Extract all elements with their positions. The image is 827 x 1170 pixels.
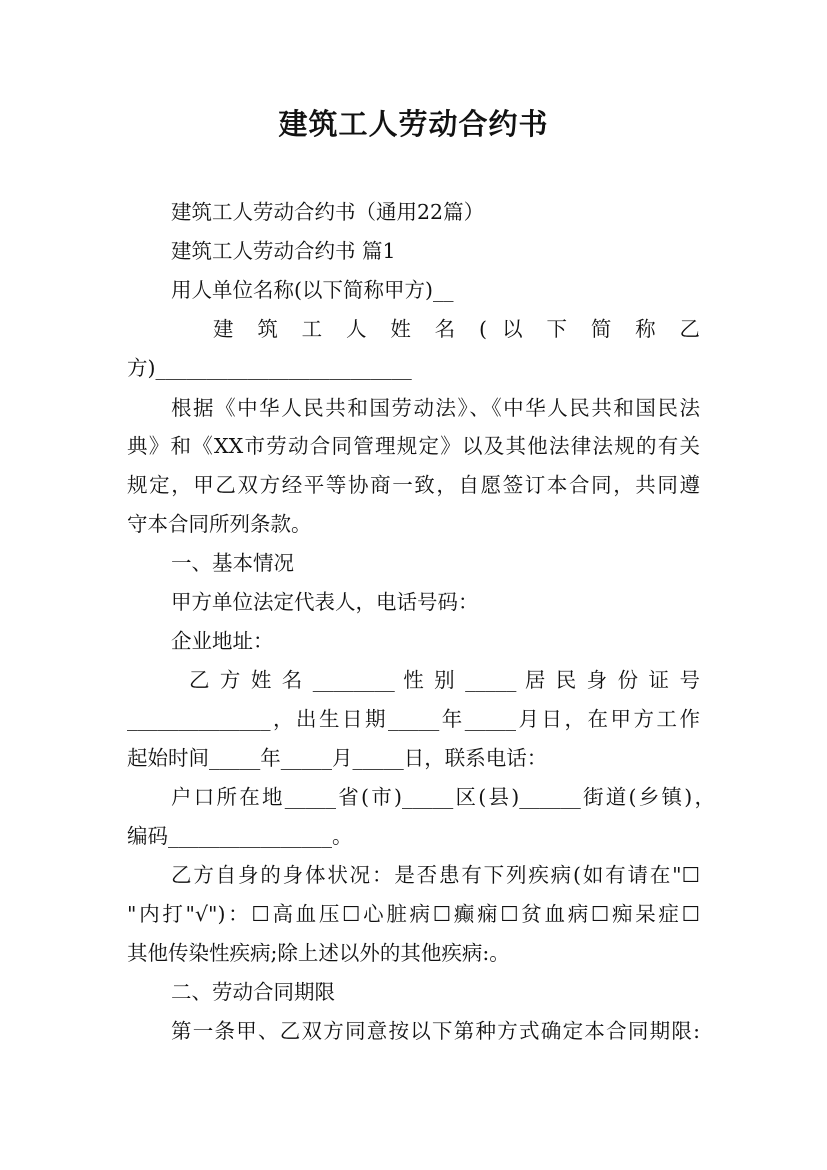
- field-line: 起始时间_____年_____月_____日，联系电话：: [127, 746, 548, 770]
- subtitle-line: 建筑工人劳动合约书（通用22篇）: [171, 200, 485, 224]
- section-heading: 一、基本情况: [171, 551, 294, 575]
- paragraph-line: 其他传染性疾病;除上述以外的其他疾病:。: [127, 941, 510, 965]
- paragraph-line: 典》和《XX市劳动合同管理规定》以及其他法律法规的有关: [127, 434, 700, 458]
- field-line: 甲方单位法定代表人，电话号码：: [171, 590, 479, 614]
- document-title: 建筑工人劳动合约书: [278, 107, 549, 141]
- paragraph-line: 守本合同所列条款。: [127, 512, 312, 536]
- paragraph-line: 规定，甲乙双方经平等协商一致，自愿签订本合同，共同遵: [127, 473, 700, 497]
- section-heading: 建筑工人劳动合约书 篇1: [171, 239, 396, 263]
- field-line: ______________，出生日期_____年_____月日，在甲方工作: [127, 707, 700, 731]
- employer-name-line: 用人单位名称(以下简称甲方)__: [171, 278, 454, 302]
- paragraph-line: 第一条甲、乙双方同意按以下第种方式确定本合同期限:: [171, 1019, 700, 1043]
- worker-name-line: 建 筑 工 人 姓 名 ( 以 下 简 称 乙: [213, 317, 700, 341]
- field-line: 编码________________。: [127, 824, 353, 848]
- paragraph-line: "内打"√")：☐高血压☐心脏病☐癫痫☐贫血病☐痴呆症☐: [127, 902, 700, 926]
- field-line: 户口所在地_____省(市)_____区(县)______街道(乡镇)，: [171, 785, 715, 809]
- paragraph-line: 乙方自身的身体状况：是否患有下列疾病(如有请在"☐: [171, 863, 700, 887]
- worker-name-line-cont: 方)_________________________: [127, 356, 412, 380]
- field-line: 企业地址：: [171, 629, 274, 653]
- paragraph-line: 根据《中华人民共和国劳动法》、《中华人民共和国民法: [171, 396, 700, 420]
- section-heading: 二、劳动合同期限: [171, 980, 335, 1004]
- field-line: 乙 方 姓 名 ________ 性 别 _____ 居 民 身 份 证 号: [189, 668, 700, 692]
